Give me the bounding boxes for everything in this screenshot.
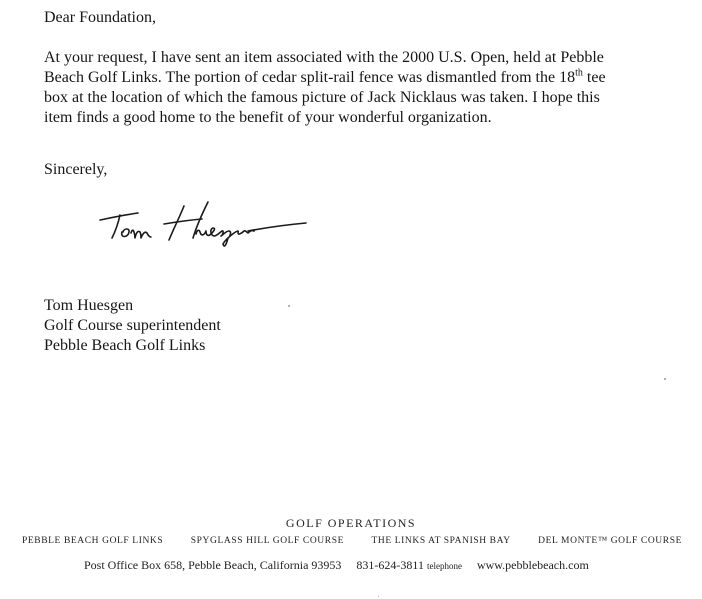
paragraph-line-2-end: tee [582,69,606,86]
footer-department: GOLF OPERATIONS [285,516,417,530]
scan-speck [664,378,666,380]
course-spyglass-hill: SPYGLASS HILL GOLF COURSE [190,536,344,546]
footer-phone: 831-624-3811 [356,558,424,572]
signature-block [44,296,221,356]
closing: Sincerely, [44,161,108,178]
course-pebble-beach: PEBBLE BEACH GOLF LINKS [22,536,164,546]
footer-contact [84,558,589,573]
paragraph-line-2 [44,68,644,88]
paragraph-line-3: box at the location of which the famous picture of Jack Nicklaus was taken. I hope this [44,89,600,106]
handwritten-signature [98,200,308,250]
signer-title: Golf Course superintendent [44,317,221,334]
footer-address: Post Office Box 658, Pebble Beach, California 93953 [84,558,342,572]
footer-website: www.pebblebeach.com [476,558,589,572]
signer-organization: Pebble Beach Golf Links [44,337,206,354]
scan-speck [288,305,290,307]
signer-name: Tom Huesgen [44,297,134,314]
letter-paragraph [44,48,644,128]
footer-phone-label: telephone [426,561,462,571]
course-spanish-bay: THE LINKS AT SPANISH BAY [371,536,511,546]
footer-courses [22,536,682,546]
paragraph-line-4: item finds a good home to the benefit of your wonderful organization. [44,109,492,126]
salutation: Dear Foundation, [44,9,156,26]
course-del-monte: DEL MONTE™ GOLF COURSE [538,536,682,546]
ordinal-suffix: th [575,67,583,79]
paragraph-line-1: At your request, I have sent an item associated with the 2000 U.S. Open, held at Pebble [44,49,604,66]
scan-speck [378,596,379,597]
paragraph-line-2-start: Beach Golf Links. The portion of cedar split-rail fence was dismantled from the 18 [44,69,576,86]
